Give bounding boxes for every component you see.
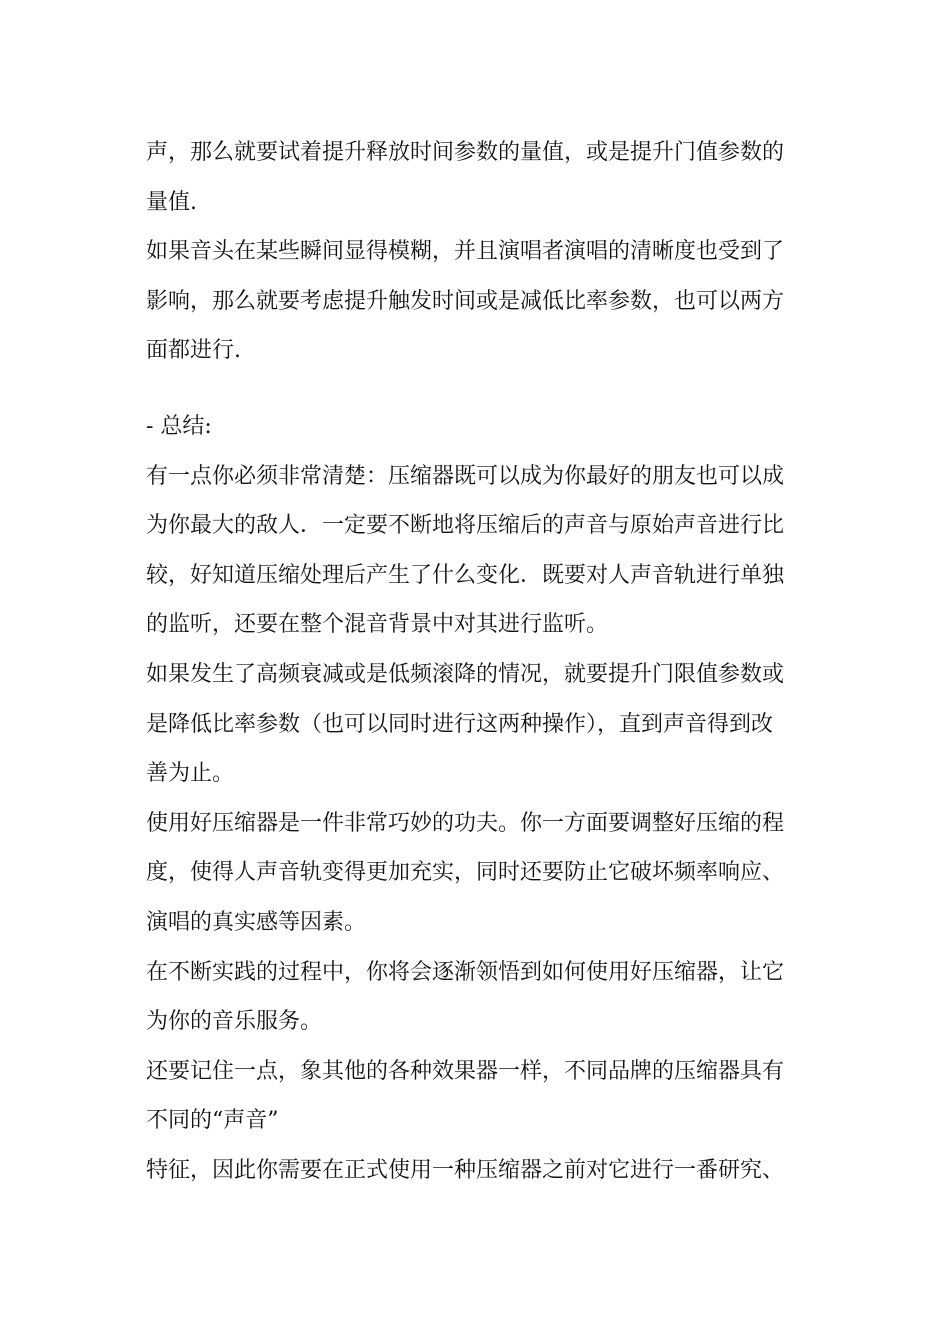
text-line: 如果发生了高频衰减或是低频滚降的情况，就要提升门限值参数或 — [146, 661, 785, 687]
text-line: 有一点你必须非常清楚：压缩器既可以成为你最好的朋友也可以成 — [146, 463, 785, 489]
text-line: 的监听，还要在整个混音背景中对其进行监听。 — [146, 612, 609, 638]
text-line: 是降低比率参数（也可以同时进行这两种操作），直到声音得到改 — [146, 711, 774, 737]
text-line: 较，好知道压缩处理后产生了什么变化．既要对人声音轨进行单独 — [146, 562, 785, 588]
text-line: 面都进行. — [146, 338, 241, 364]
text-line: 为你的音乐服务。 — [146, 1009, 323, 1035]
text-line: 影响，那么就要考虑提升触发时间或是减低比率参数，也可以两方 — [146, 288, 785, 314]
text-line: 如果音头在某些瞬间显得模糊，并且演唱者演唱的清晰度也受到了 — [146, 239, 785, 265]
text-line: 为你最大的敌人．一定要不断地将压缩后的声音与原始声音进行比 — [146, 513, 785, 539]
text-line: 演唱的真实感等因素。 — [146, 909, 367, 935]
section-heading: - 总结: — [146, 413, 212, 439]
paragraph-gap — [146, 376, 806, 402]
document-body — [146, 128, 806, 1195]
text-line: 量值. — [146, 189, 197, 215]
text-line: 在不断实践的过程中，你将会逐渐领悟到如何使用好压缩器，让它 — [146, 959, 785, 985]
text-line: 使用好压缩器是一件非常巧妙的功夫。你一方面要调整好压缩的程 — [146, 810, 785, 836]
text-line: 还要记住一点，象其他的各种效果器一样，不同品牌的压缩器具有 — [146, 1058, 785, 1084]
text-line: 度，使得人声音轨变得更加充实，同时还要防止它破坏频率响应、 — [146, 860, 785, 886]
text-line: 声，那么就要试着提升释放时间参数的量值，或是提升门值参数的 — [146, 140, 785, 165]
text-line: 特征，因此你需要在正式使用一种压缩器之前对它进行一番研究、 — [146, 1157, 785, 1183]
text-line: 善为止。 — [146, 761, 235, 787]
text-line: 不同的“声音” — [146, 1108, 279, 1134]
